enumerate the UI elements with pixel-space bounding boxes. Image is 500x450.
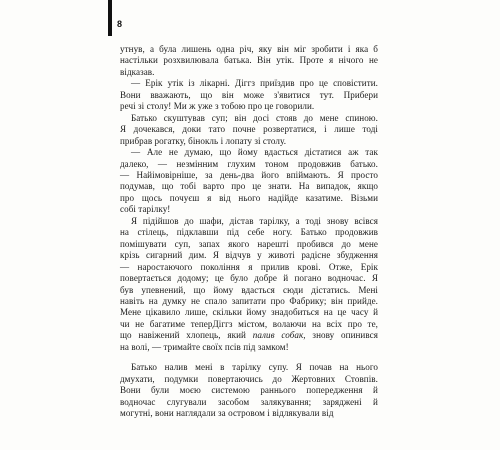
text-line: — Ерік утік із лікарні. Діггз приїздив про це сповістити.	[131, 78, 378, 89]
text-line: на стілець, підклавши під себе ногу. Батько продовжив	[120, 227, 378, 238]
text-line: на волі, — тримайте своїх псів під замком!	[120, 341, 289, 352]
paragraph	[120, 147, 378, 216]
paragraph	[120, 78, 378, 112]
text-line: прибрав рогатку, бінокль і лопату зі столу.	[120, 135, 287, 146]
text-line: чи не багатиме теперДіггз містом, волаючи на всіх про те,	[120, 318, 378, 329]
text-line: крізь сигарний дим. Я відчув у животі радісне збудження	[120, 250, 378, 261]
text-line: Вони були моєю системою раннього попередження й	[120, 385, 378, 396]
text-line: про щось почуєш я від нього надійде казатиме. Візьми	[120, 192, 378, 203]
text-line: помішувати суп, запах якого нарешті пробився до мене	[120, 238, 378, 249]
text-line: — Найімовірніше, за день-два його впіймають. Я просто	[120, 169, 378, 180]
paragraph	[120, 44, 378, 78]
text-line: дмухати, подумки повертаючись до Жертовних Стовпів.	[120, 373, 378, 384]
text-line: подумав, що тобі варто про це знати. На випадок, якщо	[120, 181, 378, 192]
text-line: могутні, вони наглядали за островом і відлякували від	[120, 408, 334, 419]
paragraph	[120, 362, 378, 419]
text-line: — наростаючого покоління я прилив крові. Отже, Ерік	[120, 261, 378, 272]
text-line: Я дочекався, доки тато почне розвертатися, і лише тоді	[120, 124, 378, 135]
paragraph	[120, 113, 378, 147]
text-line: був упевнений, що йому вдасться сюди дістатись. Мені	[120, 284, 378, 295]
text-line: речі зі столу! Ми ж уже з тобою про це говорили.	[120, 101, 315, 112]
body-text	[120, 44, 378, 420]
text-line: Я підійшов до шафи, дістав тарілку, а тоді знову всівся	[131, 215, 378, 226]
text-line: утнув, а була лишень одна річ, яку він міг зробити і яка б	[120, 44, 378, 54]
text-line: повертається додому; це було добре й погано водночас. Я	[120, 273, 378, 284]
emphasis-text: палив собак	[252, 330, 304, 341]
text-line: водночас слугували засобом залякування; заряджені й	[120, 396, 378, 407]
page-number: 8	[117, 19, 123, 29]
paragraph	[120, 216, 378, 353]
text-line: Вони вважають, що він може з'явитися тут. Прибери	[120, 89, 378, 100]
text-line: відказав.	[120, 66, 155, 77]
text-line: далеко, — незмінним глухим тоном продовжив батько.	[120, 158, 378, 169]
text-line: собі тарілку!	[120, 204, 171, 215]
text-line: Батько скуштував суп; він досі стояв до мене спиною.	[131, 112, 378, 123]
text-line: що навіжений хлопець, який палив собак, знову опинився	[120, 330, 378, 341]
text-line: Батько налив мені в тарілку супу. Я почав на нього	[131, 362, 378, 373]
text-line: — Але не думаю, що йому вдасться дістатися аж так	[131, 147, 378, 158]
text-line: Мене цікавило лише, скільки йому знадобиться на це часу й	[120, 307, 378, 318]
text-line: настільки розхвилювала батька. Він утік. Проте я нічого не	[120, 55, 378, 66]
text-line: навіть на думку не спало запитати про Фабрику; він прийде.	[120, 295, 378, 306]
page-edge-bar	[108, 0, 112, 36]
